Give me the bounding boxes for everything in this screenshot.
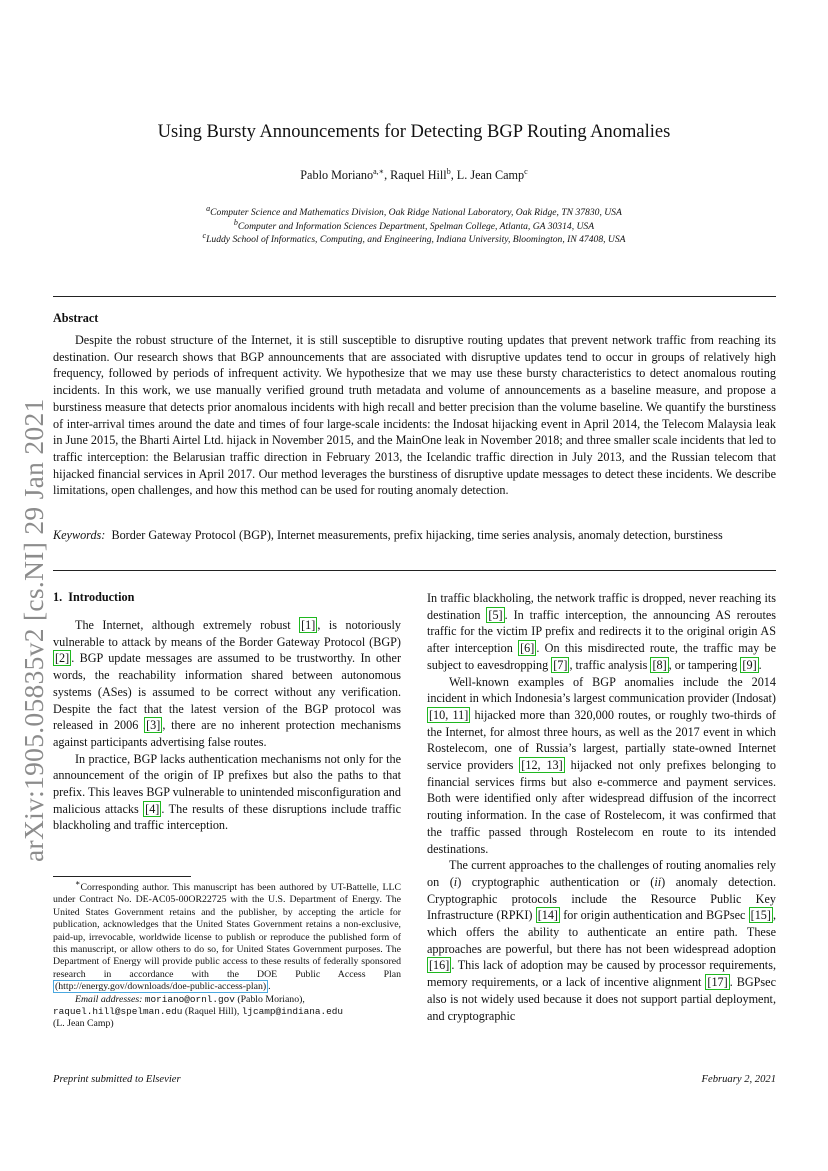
text-run: The current approaches to the challenges of routing anomalies rely on ( bbox=[427, 858, 776, 889]
text-run: , traffic analysis bbox=[569, 657, 651, 672]
keywords-text: Border Gateway Protocol (BGP), Internet measurements, prefix hijacking, time series analysis, anomaly detection, burstiness bbox=[111, 528, 723, 542]
email-link[interactable]: ljcamp@indiana.edu bbox=[241, 1006, 343, 1018]
citation-link[interactable]: [1] bbox=[301, 618, 316, 632]
abstract-text: Despite the robust structure of the Internet, it is still susceptible to disruptive routing updates that prevent network traffic from reaching its destination. Our research shows that BGP announcements that are associated with disruptive updates tend to occur in groups of relatively high frequency, followed by periods of infrequent activity. We hypothesize that we may use these bursty characteristics to detect anomalous routing incidents. In this work, we use manually verified ground truth metadata and volume of announcements as a baseline measure, and propose a burstiness measure that detects prior anomalous incidents with high recall and better precision than the volume baseline. We quantify the burstiness of inter-arrival times around the date and times of four large-scale incidents: the Indosat hijacking event in April 2014, the Telecom Malaysia leak in June 2015, the Bharti Airtel Ltd. hijack in November 2015, and the MainOne leak in November 2018; and three smaller scale incidents that led to traffic interception: the Belarusian traffic direction in February 2013, the Icelandic traffic direction in July 2013, and the Russian telecom that hijacked financial services in April 2017. Our method leverages the burstiness of disruptive update messages to detect these incidents. We describe limitations, open challenges, and how this method can be used for routing anomaly detection. bbox=[53, 333, 776, 498]
text-run: . On this misdirected route, the traffic may be subject to eavesdropping bbox=[427, 641, 776, 672]
paragraph bbox=[53, 751, 401, 835]
email-link[interactable]: moriano@ornl.gov bbox=[144, 993, 235, 1005]
top-rule bbox=[53, 296, 776, 297]
citation-link[interactable]: [3] bbox=[146, 718, 161, 733]
text-run: . BGP update messages are assumed to be trustworthy. In other words, the reachability information shared between autonomous systems (ASes) is assumed to be correct without any verification. Despite the fact that the latest version of the BGP protocol was released in 2006 bbox=[53, 651, 401, 733]
text-run: Well-known examples of BGP anomalies include the 2014 incident in which Indonesia’s largest communication provider (Indosat) bbox=[427, 674, 776, 706]
paragraph bbox=[427, 590, 776, 674]
text-run: . bbox=[268, 981, 271, 993]
email-addresses bbox=[53, 994, 401, 1031]
footer-date: February 2, 2021 bbox=[701, 1074, 776, 1085]
text-run: . This lack of adoption may be caused by processor requirements, memory requirements, or a lack of incentive alignment bbox=[427, 958, 776, 990]
text-run: (Raquel Hill), bbox=[182, 1006, 242, 1018]
text-run: ii bbox=[654, 874, 662, 889]
doe-access-link[interactable]: (http://energy.gov/downloads/doe-public-access-plan) bbox=[55, 981, 267, 993]
text-run: In practice, BGP lacks authentication mechanisms not only for the announcement of the origin of IP prefixes but also the paths to that prefix. This leaves BGP vulnerable to unintended misconfiguration and malicious attacks bbox=[53, 751, 401, 816]
keywords bbox=[53, 527, 776, 544]
arxiv-stamp: arXiv:1905.05835v2 [cs.NI] 29 Jan 2021 bbox=[18, 398, 49, 862]
text-run: ) cryptographic authentication or ( bbox=[457, 874, 655, 889]
text-run: (L. Jean Camp) bbox=[53, 1018, 114, 1030]
bottom-rule bbox=[53, 570, 776, 571]
right-column bbox=[427, 590, 776, 1024]
text-run: , is notoriously vulnerable to attack by means of the Border Gateway Protocol (BGP) bbox=[53, 618, 401, 649]
footnote-text bbox=[53, 878, 401, 994]
author-mark: c bbox=[524, 166, 528, 176]
author-name: L. Jean Camp bbox=[456, 168, 525, 182]
citation-link[interactable]: [2] bbox=[55, 651, 70, 666]
text-run: ) anomaly detection. Cryptographic protocols include the Resource Public Key Infrastructure (RPKI) bbox=[427, 874, 776, 923]
abstract-heading: Abstract bbox=[53, 311, 99, 325]
section-title: Introduction bbox=[68, 590, 135, 604]
citation-link[interactable]: [4] bbox=[145, 801, 160, 816]
email-link[interactable]: raquel.hill@spelman.edu bbox=[53, 1006, 183, 1018]
email-label: Email addresses: bbox=[75, 993, 143, 1005]
affiliation-mark: c bbox=[202, 230, 207, 240]
text-run: In traffic blackholing, the network traffic is dropped, never reaching its destination bbox=[427, 591, 776, 622]
text-run: . The results of these disruptions include traffic blackholing and traffic interception. bbox=[53, 801, 401, 833]
author-name: Raquel Hill bbox=[390, 168, 447, 182]
text-run: (Pablo Moriano), bbox=[234, 993, 305, 1005]
citation-link[interactable]: [15] bbox=[750, 908, 771, 923]
text-run: i bbox=[453, 874, 458, 889]
text-run: hijacked more than 320,000 routes, or roughly two-thirds of the Internet, for almost three hours, as well as the 2017 event in which Rostelecom, one of Russia’s largest, partially state-owned Internet service providers bbox=[427, 707, 776, 773]
affiliation-mark: a bbox=[206, 203, 211, 213]
affiliations bbox=[0, 203, 828, 247]
author-list: Pablo Moriano$^{a,∗}$, Raquel Hill$^b$, L. Jean Camp$^c$ bbox=[300, 166, 528, 182]
left-column bbox=[53, 617, 401, 834]
footer-left: Preprint submitted to Elsevier bbox=[53, 1074, 181, 1085]
affiliation bbox=[0, 217, 828, 234]
text-run: . BGPsec also is not widely used because it does not support partial deployment, and cryptographic bbox=[427, 975, 776, 1023]
affiliation-text: Computer and Information Sciences Department, Spelman College, Atlanta, GA 30314, USA bbox=[237, 220, 595, 232]
section-heading bbox=[53, 590, 134, 605]
author-mark: a,∗ bbox=[373, 166, 385, 176]
text-run: . bbox=[758, 657, 762, 672]
paragraph bbox=[427, 857, 776, 1024]
paragraph bbox=[53, 617, 401, 751]
affiliation-mark: b bbox=[233, 217, 238, 227]
citation-link[interactable]: [17] bbox=[707, 975, 728, 990]
keywords-label: Keywords: bbox=[53, 528, 106, 542]
citation-link[interactable]: [9] bbox=[742, 657, 757, 672]
text-run: , or tampering bbox=[668, 657, 741, 672]
paper-title: Using Bursty Announcements for Detecting BGP Routing Anomalies bbox=[157, 122, 671, 142]
text-run: for origin authentication and BGPsec bbox=[560, 908, 749, 923]
author-name: Pablo Moriano bbox=[300, 168, 374, 182]
citation-link[interactable]: [14] bbox=[537, 908, 558, 923]
citation-link[interactable]: [10, 11] bbox=[429, 707, 469, 722]
affiliation-text: Luddy School of Informatics, Computing, and Engineering, Indiana University, Bloomington, IN 47408, USA bbox=[206, 234, 626, 245]
citation-link[interactable]: [6] bbox=[520, 641, 535, 656]
citation-link[interactable]: [5] bbox=[488, 607, 503, 622]
affiliation bbox=[0, 230, 828, 247]
citation-link[interactable]: [12, 13] bbox=[521, 758, 563, 773]
section-number: 1. bbox=[53, 590, 63, 604]
citation-link[interactable]: [16] bbox=[429, 958, 450, 973]
text-run: The Internet, although extremely robust bbox=[75, 618, 300, 632]
footnote-mark: ∗ bbox=[75, 878, 81, 888]
affiliation bbox=[0, 203, 828, 220]
text-run: , which offers the ability to authenticate an entire path. These approaches are powerful, but there has not been widespread adoption bbox=[427, 908, 777, 956]
paragraph bbox=[427, 674, 776, 858]
affiliation-text: Computer Science and Mathematics Division, Oak Ridge National Laboratory, Oak Ridge, TN 37830, USA bbox=[210, 207, 622, 218]
citation-link[interactable]: [7] bbox=[553, 657, 568, 672]
footnote-rule bbox=[53, 876, 191, 877]
text-run: Corresponding author. This manuscript has been authored by UT-Battelle, LLC under Contract No. DE-AC05-00OR22725 with the U.S. Department of Energy. The United States Government retains and the publisher, by accepting the article for publication, acknowledges that the United States Government retains a non-exclusive, paid-up, irrevocable, worldwide license to publish or reproduce the published form of this manuscript, or allow others to do so, for United States Government purposes. The Department of Energy will provide public access to these results of federally sponsored research in accordance with the DOE Public Access Plan bbox=[53, 882, 401, 980]
citation-link[interactable]: [8] bbox=[652, 657, 667, 672]
author-mark: b bbox=[446, 166, 451, 176]
footnote bbox=[53, 878, 401, 1031]
text-run: . In traffic interception, the announcing AS reroutes traffic for the victim IP prefix and redirects it to the original origin AS after interception bbox=[427, 607, 776, 656]
text-run: , there are no inherent protection mechanisms against participants advertising false routes. bbox=[53, 718, 401, 749]
text-run: hijacked not only prefixes belonging to financial services firms but also e-commerce and payment services. Both were identified only after widespread diffusion of the incorrect routing information. In the case of Rostelecom, it was confirmed that the traffic passed through Rostelecom en route to its intended destinations. bbox=[427, 758, 776, 856]
